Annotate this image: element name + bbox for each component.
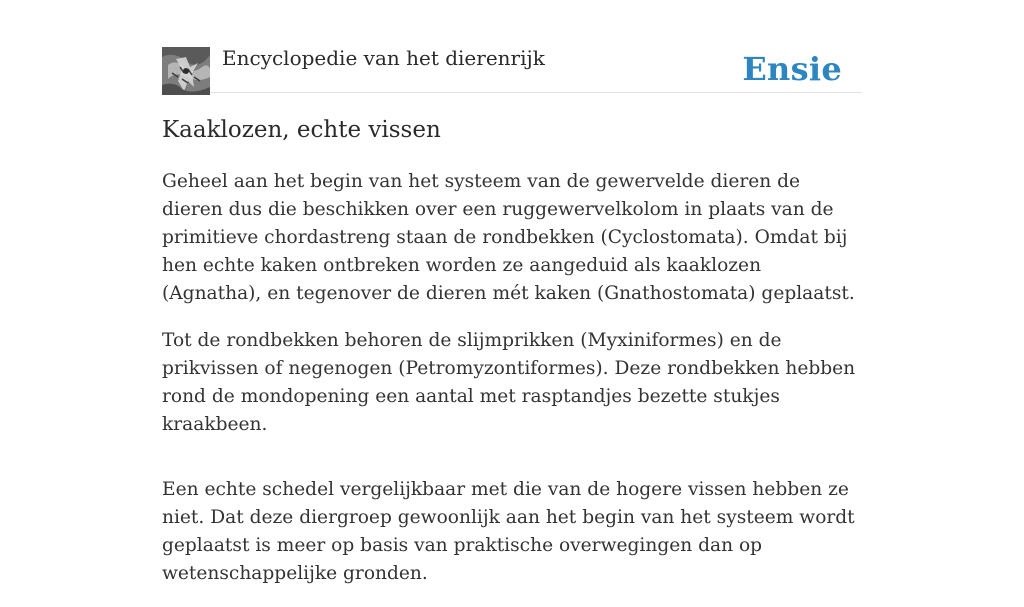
site-avatar[interactable]	[162, 47, 210, 95]
article-body	[162, 168, 862, 607]
article-paragraph: Een echte schedel vergelijkbaar met die van de hogere vissen hebben ze niet. Dat deze diergroep gewoonlijk aan het begin van het systeem wordt geplaatst is meer op basis van praktische overwegingen dan op wetenschappelijke gronden.	[162, 479, 855, 584]
brand-logo-link[interactable]: Ensie	[742, 50, 842, 88]
site-title[interactable]: Encyclopedie van het dierenrijk	[222, 46, 545, 70]
article-paragraph: Tot de rondbekken behoren de slijmprikken (Myxiniformes) en de prikvissen of negenogen (Petromyzontiformes). Deze rondbekken hebben rond de mondopening een aantal met rasptandjes bezette stukjes kraakbeen.	[162, 330, 856, 435]
article-paragraph: Geheel aan het begin van het systeem van de gewervelde dieren de dieren dus die beschikken over een ruggewervelkolom in plaats van de primitieve chordastreng staan de rondbekken (Cyclostomata). Omdat bij hen echte kaken ontbreken worden ze aangeduid als kaaklozen (Agnatha), en tegenover de dieren mét kaken (Gnathostomata) geplaatst.	[162, 171, 855, 304]
article-title: Kaaklozen, echte vissen	[162, 117, 441, 143]
animal-portrait-icon	[162, 47, 210, 95]
site-header	[162, 44, 862, 93]
